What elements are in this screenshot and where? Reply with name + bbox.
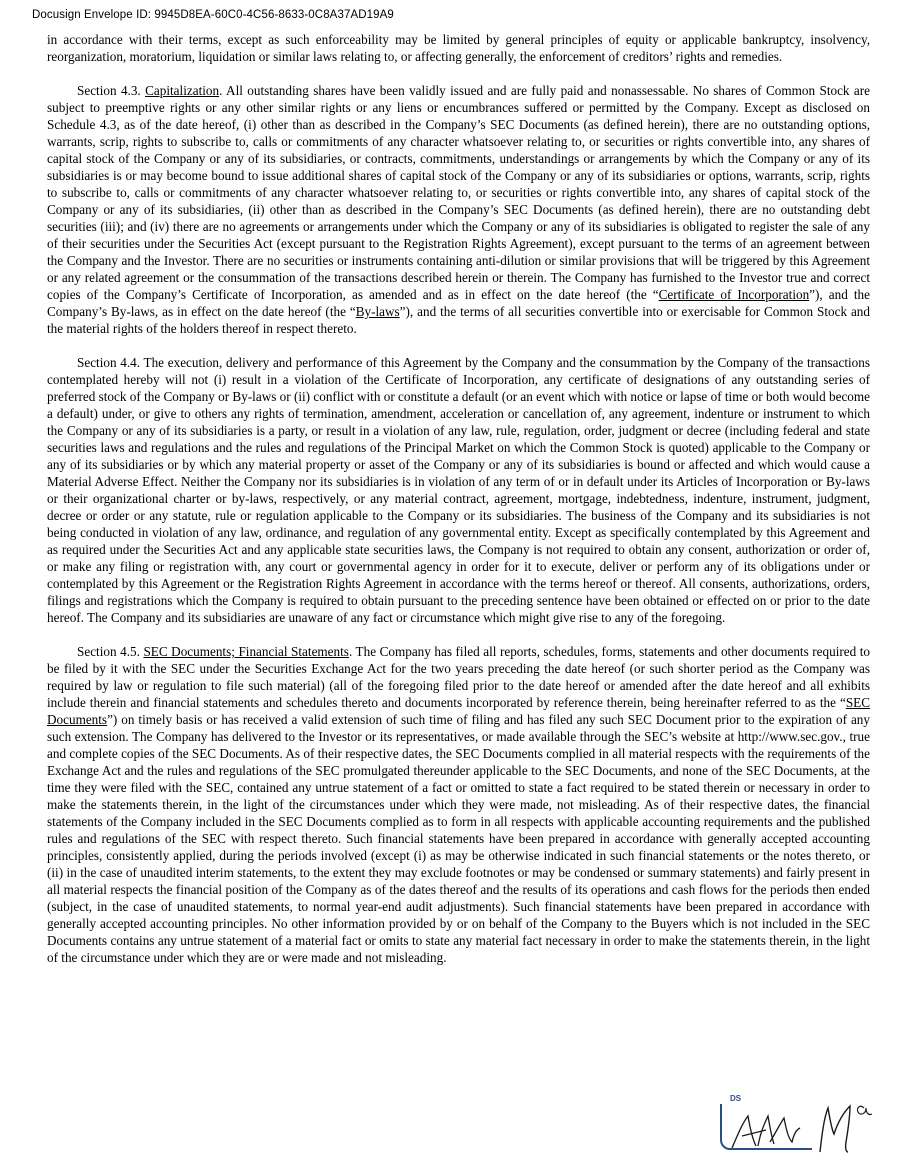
section-4-3-text-1: . All outstanding shares have been validly issued and are fully paid and nonassessable. No shares of Common Stock are subject to preemptive rights or any other similar rights or any liens or encumbrances suffered or permitted by the Company. Except as disclosed on Schedule 4.3, as of the date hereof, (i) other than as described in the Company’s SEC Documents (as defined herein), there are no outstanding options, warrants, scrip, rights to subscribe to, calls or commitments of any character whatsoever relating to, or securities or rights convertible into, any shares of capital stock of the Company or any of its subsidiaries, or contracts, commitments, understandings or arrangements by which the Company or any of its subsidiaries is or may become bound to issue additional shares of capital stock of the Company or any of its subsidiaries or options, warrants, scrip, rights to subscribe to, calls or commitments of any character whatsoever relating to, or securities or rights convertible into, any shares of capital stock of the Company or any of its subsidiaries, (ii) other than as described in the Company’s SEC Documents (as defined herein), there are no outstanding debt securities (iii); and (iv) there are no agreements or arrangements under which the Company or any of its subsidiaries is obligated to register the sale of any of their securities under the Securities Act (except pursuant to the Registration Rights Agreement), except pursuant to the terms of an agreement between the Company and the Investor. There are no securities or instruments containing anti-dilution or similar provisions that will be triggered by this Agreement or any related agreement or the consummation of the transactions described herein or therein. The Company has furnished to the Investor true and correct copies of the Company’s Certificate of Incorporation, as amended and as in effect on the date hereof (the “: [47, 83, 871, 302]
docusign-label: DS: [730, 1094, 742, 1103]
document-body: [47, 31, 870, 983]
section-4-5-text-2: ”) on timely basis or has received a valid extension of such time of filing and has filed any such SEC Document prior to the expiration of any such extension. The Company has delivered to the Investor or its representatives, or made available through the SEC’s website at http://www.sec.gov., true and complete copies of the SEC Documents. As of their respective dates, the SEC Documents complied in all material respects with the requirements of the Exchange Act and the rules and regulations of the SEC promulgated thereunder applicable to the SEC Documents, and none of the SEC Documents, at the time they were filed with the SEC, contained any untrue statement of a fact or omitted to state a fact required to be stated therein or necessary in order to make the statements therein, in the light of the circumstances under which they were made, not misleading. As of their respective dates, the financial statements of the Company included in the SEC Documents complied as to form in all respects with applicable accounting requirements and the published rules and regulations of the SEC with respect thereto. Such financial statements have been prepared in accordance with generally accepted accounting principles, consistently applied, during the periods involved (except (i) as may be otherwise indicated in such financial statements or the notes thereto, or (ii) in the case of unaudited interim statements, to the extent they may exclude footnotes or may be condensed or summary statements) and fairly present in all material respects the financial position of the Company as of the dates thereof and the results of its operations and cash flows for the periods then ended (subject, in the case of unaudited statements, to normal year-end audit adjustments). Such financial statements have been prepared in accordance with generally accepted accounting principles. No other information provided by or on behalf of the Company to the Buyers which is not included in the SEC Documents contains any untrue statement of a material fact or omits to state any material fact necessary in order to make the statements therein, in the light of the circumstance under which they are or were made and not misleading.: [47, 712, 870, 965]
envelope-id: Docusign Envelope ID: 9945D8EA-60C0-4C56-8633-0C8A37AD19A9: [32, 9, 394, 21]
section-4-5-text-1: . The Company has filed all reports, schedules, forms, statements and other documents required to be filed by it with the SEC under the Securities Exchange Act for the two years preceding the date hereof (or such shorter period as the Company was required by law or regulation to file such material) (all of the foregoing filed prior to the date hereof or amended after the date hereof and all exhibits include therein and financial statements and schedules thereto and documents incorporated by reference therein, being hereinafter referred to as the “: [47, 644, 871, 710]
section-4-3-text-2: ”), and the Company’s By-laws, as in effect on the date hereof (the “: [47, 287, 870, 319]
section-4-3-text-3: ”), and the terms of all securities convertible into or exercisable for Common Stock and the material rights of the holders thereof in respect thereto.: [47, 304, 870, 336]
section-4-3-title: Capitalization: [145, 83, 220, 98]
handwritten-signature: [712, 1094, 892, 1158]
section-4-3-prefix: Section 4.3.: [77, 83, 146, 98]
signature-m-stroke: [820, 1106, 850, 1152]
signature-block: [712, 1094, 892, 1158]
signature-initials-stroke: [732, 1116, 800, 1148]
defined-term-bylaws: By-laws: [355, 304, 400, 319]
section-4-5-title: SEC Documents; Financial Statements: [143, 644, 349, 659]
defined-term-certificate: Certificate of Incorporation: [658, 287, 810, 302]
defined-term-sec-documents: SEC Documents: [47, 695, 870, 727]
section-4-5: [47, 643, 870, 966]
paragraph-continuation: in accordance with their terms, except as such enforceability may be limited by general principles of equity or applicable bankruptcy, insolvency, reorganization, moratorium, liquidation or similar laws relating to, or affecting generally, the enforcement of creditors’ rights and remedies.: [47, 32, 870, 64]
section-4-3: [47, 82, 870, 337]
signature-superscript-stroke: [857, 1106, 872, 1114]
section-4-5-prefix: Section 4.5.: [77, 644, 144, 659]
section-4-4: Section 4.4. The execution, delivery and performance of this Agreement by the Company and the consummation by the Company of the transactions contemplated hereby will not (i) result in a violation of the Certificate of Incorporation, any certificate of designations of any outstanding series of preferred stock of the Company or By-laws or (ii) conflict with or constitute a default (or an event which with notice or lapse of time or both would become a default) under, or give to others any rights of termination, amendment, acceleration or cancellation of, any agreement, indenture or instrument to which the Company or any of its subsidiaries is a party, or result in a violation of any law, rule, regulation, order, judgment or decree (including federal and state securities laws and regulations and the rules and regulations of the Principal Market on which the Common Stock is quoted) applicable to the Company or any of its subsidiaries or by which any material property or asset of the Company or any of its subsidiaries is bound or affected and which would cause a Material Adverse Effect. Neither the Company nor its subsidiaries is in violation of any term of or in default under its Articles of Incorporation or By-laws or their organizational charter or by-laws, respectively, or any material contract, agreement, mortgage, indebtedness, indenture, instrument, judgment, decree or order or any statute, rule or regulation applicable to the Company or its subsidiaries. The business of the Company and its subsidiaries is not being conducted in violation of any law, ordinance, and regulation of any governmental entity. Except as specifically contemplated by this Agreement and as required under the Securities Act and any applicable state securities laws, the Company is not required to obtain any consent, authorization or order of, or make any filing or registration with, any court or governmental agency in order for it to execute, deliver or perform any of its obligations under or contemplated by this Agreement or the Registration Rights Agreement in accordance with the terms hereof or thereof. All consents, authorizations, orders, filings and registrations which the Company is required to obtain pursuant to the preceding sentence have been obtained or effected on or prior to the date hereof. The Company and its subsidiaries are unaware of any fact or circumstance which might give rise to any of the foregoing.: [47, 355, 870, 625]
